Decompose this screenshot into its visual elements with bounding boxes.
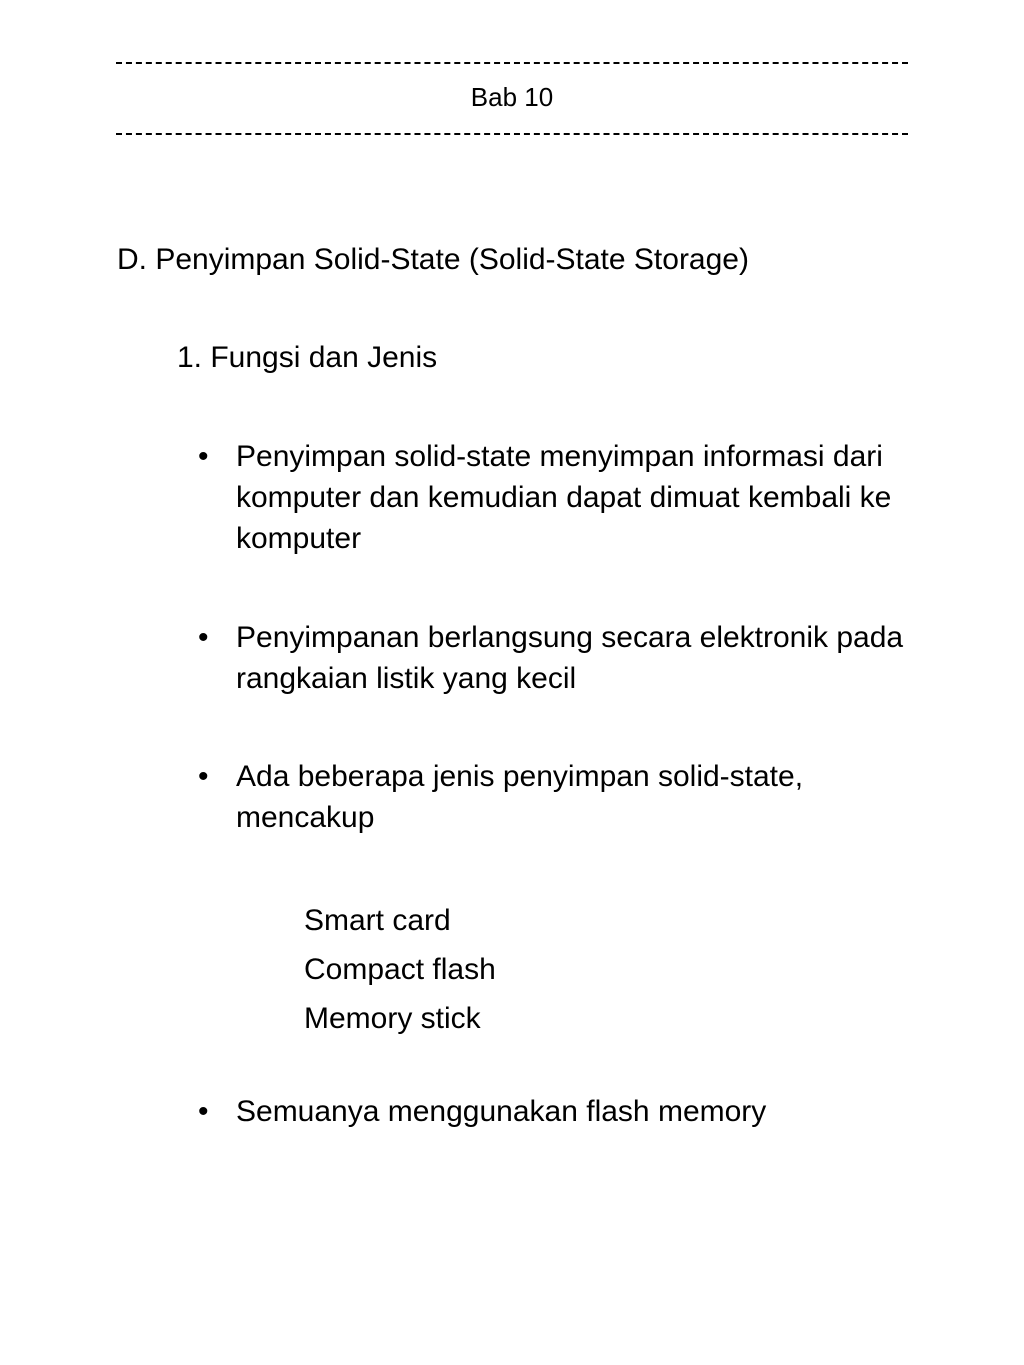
bullet-marker: • [198, 621, 209, 654]
bullet-item [198, 617, 918, 699]
header-dashed-rule-bottom [116, 133, 908, 135]
bullet-text: Ada beberapa jenis penyimpan solid-state, mencakup [236, 760, 804, 834]
bullet-text: Penyimpanan berlangsung secara elektronik pada rangkaian listik yang kecil [236, 621, 904, 695]
section-heading: D. Penyimpan Solid-State (Solid-State Storage) [117, 243, 749, 276]
chapter-label: Bab 10 [470, 82, 554, 112]
bullet-item [198, 756, 918, 838]
bullet-item [198, 436, 918, 559]
list-item: Compact flash [304, 953, 496, 986]
list-item: Memory stick [304, 1002, 481, 1035]
bullet-marker: • [198, 440, 209, 473]
bullet-text: Penyimpan solid-state menyimpan informasi dari komputer dan kemudian dapat dimuat kembali ke komputer [236, 440, 892, 555]
bullet-marker: • [198, 760, 209, 793]
header-dashed-rule-top [116, 62, 908, 64]
list-item: Smart card [304, 904, 451, 937]
subsection-heading: 1. Fungsi dan Jenis [177, 341, 438, 374]
bullet-text: Semuanya menggunakan flash memory [236, 1095, 767, 1128]
bullet-item [198, 1091, 918, 1132]
storage-types-list [304, 896, 496, 1043]
bullet-marker: • [198, 1095, 209, 1128]
